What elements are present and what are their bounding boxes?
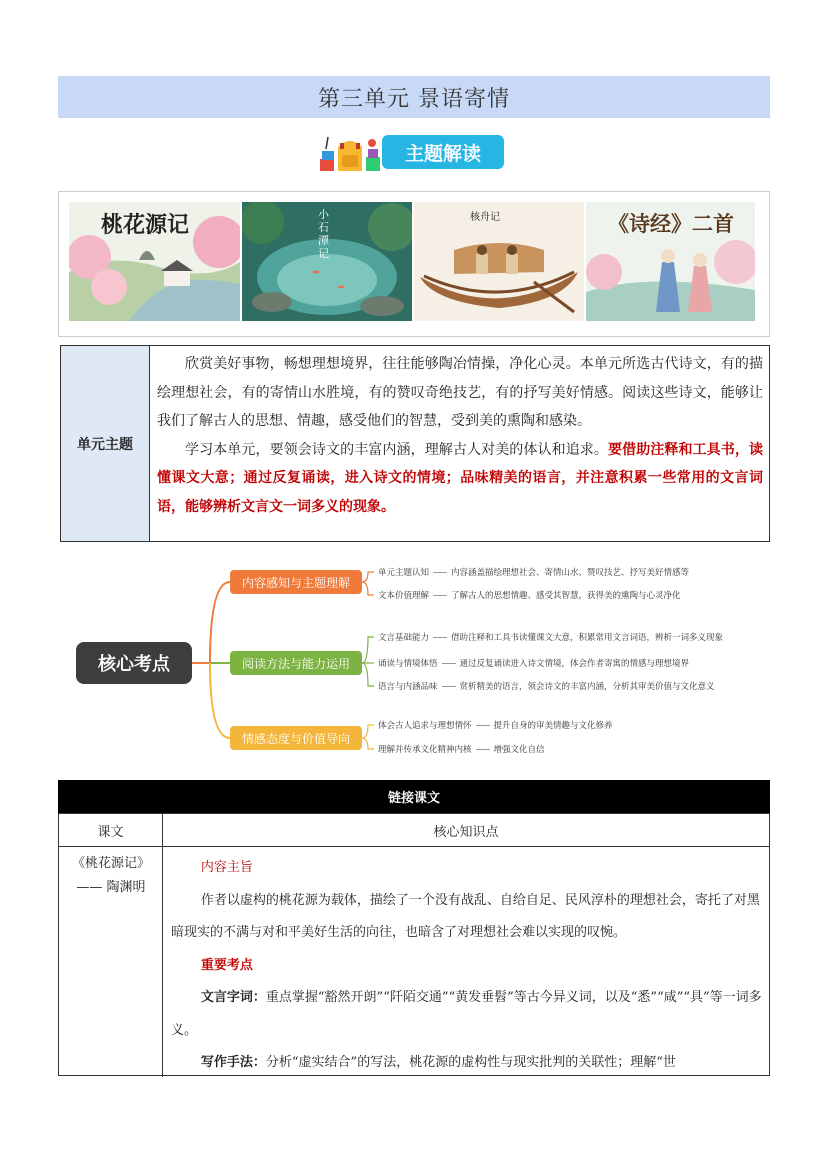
- mindmap-leaf: 文言基础能力 借助注释和工具书读懂课文大意，积累常用文言词语，辨析一词多义现象: [378, 633, 724, 643]
- core-points-mindmap: [60, 560, 770, 760]
- mindmap-branch-reading: 阅读方法与能力运用: [230, 651, 362, 675]
- column-header-points: 核心知识点: [433, 824, 499, 840]
- section-heading-theme: 内容主旨: [200, 860, 253, 875]
- mindmap-branch-values: 情感态度与价值导向: [230, 726, 362, 750]
- mindmap-leaf: 体会古人追求与理想情怀 提升自身的审美情趣与文化修养: [378, 721, 613, 731]
- illustration-strip: [58, 191, 770, 337]
- vocab-point: 文言字词：重点掌握“豁然开朗”“阡陌交通”“黄发垂髫”等古今异义词，以及“悉”“咸”“具”等一词多义。: [171, 990, 762, 1038]
- caption-peach-blossom: 桃花源记: [101, 213, 190, 238]
- table-header: 链接课文: [58, 780, 770, 813]
- illustration-walnut-boat: [414, 202, 584, 321]
- caption-walnut-boat: 核舟记: [470, 212, 500, 223]
- caption-book-of-songs: 《诗经》二首: [608, 212, 734, 236]
- theme-paragraph-2: [157, 436, 763, 522]
- linked-lessons-table: [58, 780, 770, 1076]
- mindmap-leaf: 单元主题认知 内容涵盖描绘理想社会、寄情山水、赞叹技艺、抒写美好情感等: [378, 568, 690, 578]
- vocab-label: 文言字词：: [200, 990, 266, 1005]
- mindmap-root: 核心考点: [76, 642, 192, 684]
- illustration-book-of-songs: [586, 202, 755, 321]
- mindmap-leaf: 理解并传承文化精神内核 增强文化自信: [378, 745, 545, 755]
- unit-title: 第三单元 景语寄情: [58, 76, 770, 118]
- section-heading-points: 重要考点: [200, 957, 253, 973]
- theme-paragraph-2-highlight: 要借助注释和工具书，读懂课文大意；通过反复诵读，进入诗文的情境；品味精美的语言，并注意积累一些常用的文言词语，能够辨析文言文一词多义的现象。: [157, 441, 763, 515]
- badge-label: 主题解读: [382, 135, 504, 169]
- lesson-author: —— 陶渊明: [76, 880, 146, 895]
- mindmap-branch-content: 内容感知与主题理解: [230, 570, 362, 594]
- lesson-points: [171, 852, 765, 1080]
- mindmap-leaf: 诵读与情境体悟 通过反复诵读进入诗文情境，体会作者寄寓的情感与理想境界: [378, 659, 690, 669]
- theme-paragraph-1: 欣赏美好事物，畅想理想境界，往往能够陶冶情操，净化心灵。本单元所选古代诗文，有的描绘理想社会，有的寄情山水胜境，有的赞叹奇绝技艺，有的抒写美好情感。阅读这些诗文，能够让我们了解古人的思想、情趣，感受他们的智慧，受到美的熏陶和感染。: [157, 356, 763, 429]
- lesson-title: 《桃花源记》: [71, 856, 150, 871]
- writing-label: 写作手法：: [200, 1055, 266, 1070]
- unit-theme-body: [157, 350, 763, 521]
- theme-paragraph-2-normal: 学习本单元，要领会诗文的丰富内涵，理解古人对美的体认和追求。: [185, 441, 608, 458]
- theme-badge: [318, 131, 506, 173]
- column-header-lesson: 课文: [97, 824, 124, 840]
- school-backpack-books-icon: [318, 131, 382, 173]
- theme-text: 作者以虚构的桃花源为载体，描绘了一个没有战乱、自给自足、民风淳朴的理想社会，寄托了对黑暗现实的不满与对和平美好生活的向往，也暗含了对理想社会难以实现的叹惋。: [171, 892, 760, 940]
- illustration-peach-blossom: [69, 202, 240, 321]
- table-body: [58, 813, 770, 1076]
- mindmap-leaf: 语言与内涵品味 赏析精美的语言，领会诗文的丰富内涵，分析其审美价值与文化意义: [378, 682, 715, 692]
- illustration-stone-pond: [242, 202, 412, 321]
- writing-point: 写作手法：分析“虚实结合”的写法，桃花源的虚构性与现实批判的关联性；理解“世: [200, 1055, 676, 1070]
- mindmap-leaf: 文本价值理解 了解古人的思想情趣、感受其智慧，获得美的熏陶与心灵净化: [378, 591, 681, 601]
- unit-theme-table: [60, 345, 770, 542]
- caption-stone-pond: 小石潭记: [318, 208, 329, 260]
- lesson-name: [63, 852, 159, 900]
- unit-theme-label: 单元主题: [61, 346, 150, 541]
